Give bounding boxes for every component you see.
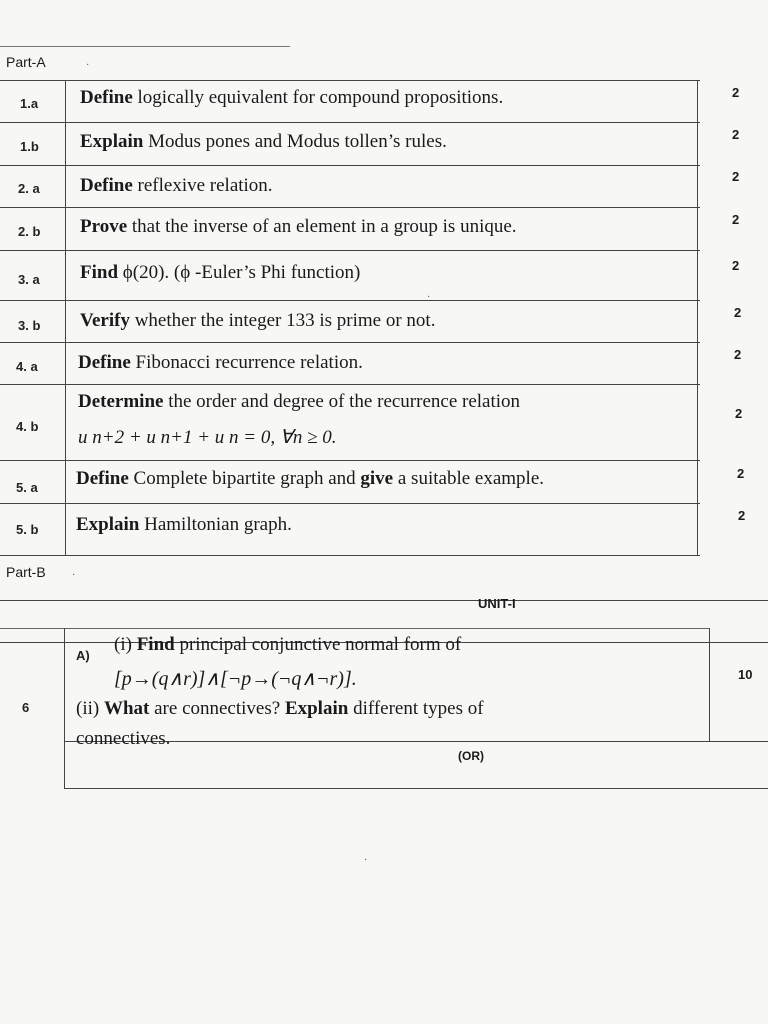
question-verb: Define (76, 468, 129, 489)
question-body: a suitable example. (393, 468, 545, 489)
question-body: Complete bipartite graph and (128, 468, 361, 489)
question-text (78, 352, 363, 374)
question-body: principal conjunctive normal form of (174, 634, 462, 655)
question-marks: 2 (738, 508, 746, 523)
question-text (76, 698, 484, 720)
question-number: 3. b (18, 318, 41, 333)
table-rule (0, 342, 700, 343)
question-body: reflexive relation. (132, 175, 273, 196)
part-b-label: Part-B (6, 564, 46, 580)
question-number: 1.a (20, 96, 39, 111)
question-marks: 2 (732, 127, 740, 142)
question-text (80, 262, 360, 284)
question-text (78, 391, 520, 413)
question-marks: 2 (732, 169, 740, 184)
table-rule (0, 165, 700, 166)
question-verb: Explain (76, 514, 140, 535)
question-marks: 2 (734, 305, 742, 320)
part-b-rule (0, 600, 768, 601)
question-marks: 2 (737, 466, 745, 481)
question-verb: Find (80, 262, 119, 283)
question-marks: 2 (732, 212, 740, 227)
question-marks: 2 (735, 406, 743, 421)
question-body: that the inverse of an element in a group is unique. (127, 216, 517, 237)
question-body: ϕ(20). (ϕ -Euler’s Phi function) (118, 262, 361, 283)
table-rule (0, 628, 710, 629)
question-body: are connectives? (149, 698, 285, 719)
table-rule (0, 460, 700, 461)
question-verb: Define (80, 175, 133, 196)
question-number: 2. a (18, 181, 40, 196)
question-marks: 10 (738, 667, 753, 682)
question-number: 2. b (18, 224, 41, 239)
question-text (114, 634, 461, 656)
question-body: the order and degree of the recurrence relation (163, 391, 521, 412)
table-rule (0, 384, 700, 385)
table-rule (0, 300, 700, 301)
question-text (80, 131, 447, 153)
question-body: different types of (348, 698, 484, 719)
table-rule (0, 250, 700, 251)
table-col-divider (709, 628, 710, 741)
question-number: 4. b (16, 419, 39, 434)
table-rule (64, 788, 768, 789)
question-body: logically equivalent for compound propositions. (132, 87, 504, 108)
table-col-divider (697, 80, 698, 556)
question-verb: Verify (80, 310, 130, 331)
question-text (80, 216, 517, 238)
question-number: 5. b (16, 522, 39, 537)
table-rule (0, 555, 700, 556)
question-body: Modus pones and Modus tollen’s rules. (143, 131, 447, 152)
sub-question-label: A) (76, 648, 90, 663)
stray-mark: · (72, 570, 76, 581)
part-a-label: Part-A (6, 54, 46, 70)
question-number: 6 (22, 700, 30, 715)
question-body: (ii) (76, 698, 104, 719)
question-body: Fibonacci recurrence relation. (130, 352, 363, 373)
question-body: (i) (114, 634, 137, 655)
question-number: 1.b (20, 139, 39, 154)
question-verb: Define (80, 87, 133, 108)
question-verb: Find (136, 634, 175, 655)
question-marks: 2 (732, 258, 740, 273)
question-number: 5. a (16, 480, 38, 495)
question-number: 4. a (16, 359, 38, 374)
recurrence-equation: u n+2 + u n+1 + u n = 0, ∀n ≥ 0. (78, 427, 337, 448)
question-number: 3. a (18, 272, 40, 287)
question-text: connectives. (76, 728, 171, 749)
stray-mark: · (364, 855, 368, 866)
question-body: whether the integer 133 is prime or not. (129, 310, 436, 331)
question-text (76, 468, 544, 490)
question-verb: Explain (80, 131, 144, 152)
question-text (76, 514, 292, 536)
unit-heading: UNIT-I (478, 596, 516, 611)
stray-mark: · (86, 60, 90, 71)
question-marks: 2 (732, 85, 740, 100)
question-verb: Define (78, 352, 131, 373)
logic-formula: [p→(q∧r)]∧[¬p→(¬q∧¬r)]. (114, 668, 357, 690)
table-rule (0, 503, 700, 504)
question-verb: Prove (80, 216, 128, 237)
top-rule (0, 46, 290, 47)
table-col-divider (65, 80, 66, 556)
question-verb: Explain (284, 698, 349, 719)
question-body: Hamiltonian graph. (139, 514, 292, 535)
table-rule (0, 80, 700, 81)
question-text (80, 175, 273, 197)
table-rule (0, 122, 700, 123)
question-verb: give (360, 468, 394, 489)
table-col-divider (64, 628, 65, 789)
question-text (80, 87, 503, 109)
question-marks: 2 (734, 347, 742, 362)
question-verb: What (103, 698, 150, 719)
stray-mark: · (427, 292, 431, 303)
or-label: (OR) (458, 749, 484, 763)
question-verb: Determine (78, 391, 164, 412)
table-rule (0, 207, 700, 208)
question-text (80, 310, 435, 332)
